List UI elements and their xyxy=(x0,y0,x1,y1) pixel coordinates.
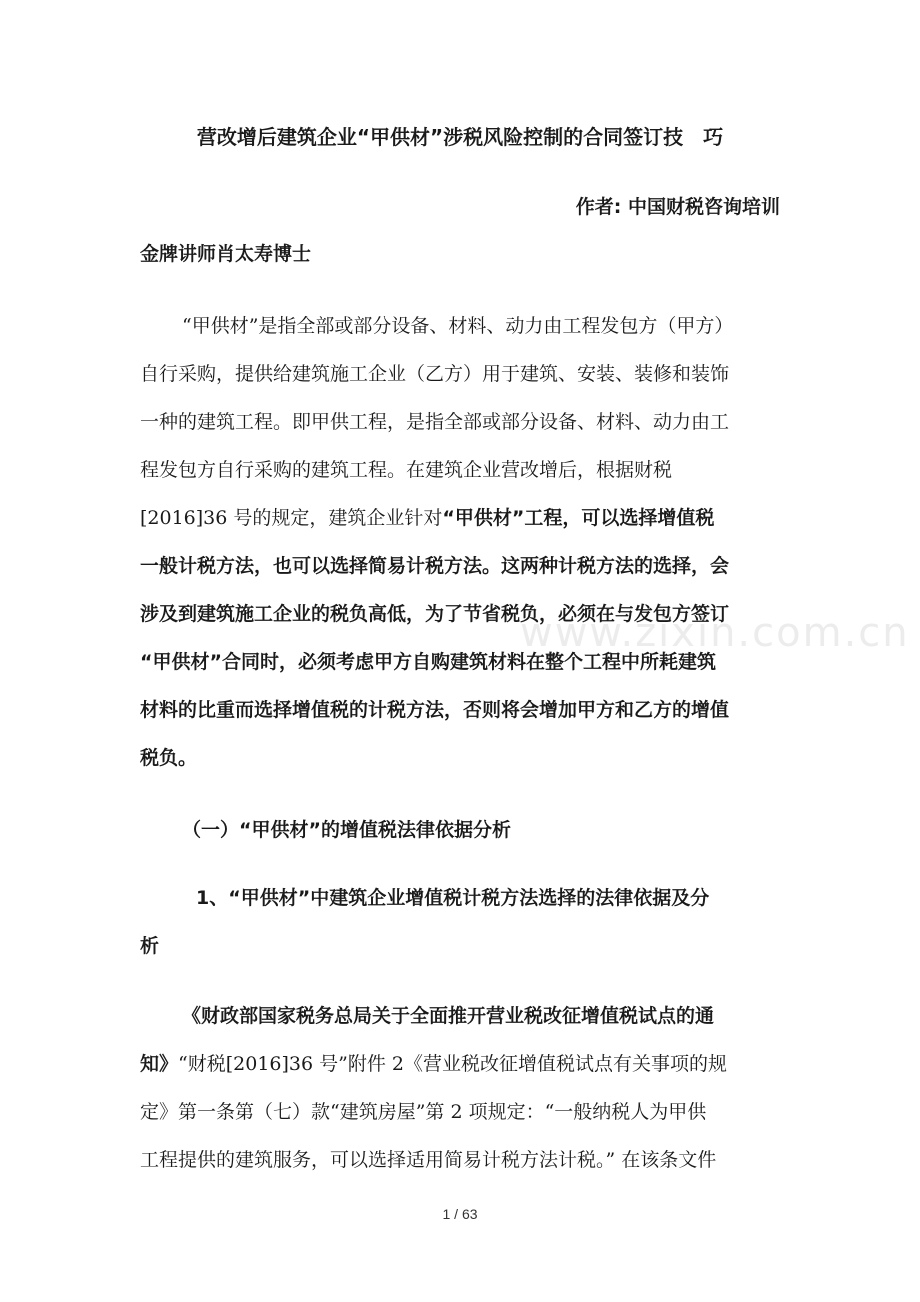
section-heading-1: （一）“甲供材”的增值税法律依据分析 xyxy=(182,819,511,841)
paragraph1-line6: 一般计税方法，也可以选择简易计税方法。这两种计税方法的选择，会 xyxy=(140,555,730,577)
paragraph1-line3: 一种的建筑工程。即甲供工程，是指全部或部分设备、材料、动力由工 xyxy=(140,411,730,433)
paragraph1-line2: 自行采购，提供给建筑施工企业（乙方）用于建筑、安装、装修和装饰 xyxy=(140,363,730,385)
paragraph2-line4: 工程提供的建筑服务，可以选择适用简易计税方法计税。” 在该条文件 xyxy=(140,1149,717,1171)
page-number xyxy=(0,1206,920,1222)
watermark: www.zixin.com.cn xyxy=(520,610,910,656)
page-total: 63 xyxy=(461,1206,478,1222)
subsection-heading-line2: 析 xyxy=(140,935,160,957)
page-separator: / xyxy=(454,1206,459,1222)
paragraph1-line10: 税负。 xyxy=(140,747,198,769)
paragraph2-line3: 定》第一条第（七）款“建筑房屋”第 2 项规定：“一般纳税人为甲供 xyxy=(140,1101,707,1123)
paragraph1-line4: 程发包方自行采购的建筑工程。在建筑企业营改增后，根据财税 xyxy=(140,459,673,481)
page-current: 1 xyxy=(442,1206,451,1222)
author-line-1: 作者: 中国财税咨询培训 xyxy=(575,196,780,218)
paragraph2-line2-plain: “财税[2016]36 号”附件 2《营业税改征增值税试点有关事项的规 xyxy=(178,1053,727,1075)
paragraph1-line8: “甲供材”合同时，必须考虑甲方自购建筑材料在整个工程中所耗建筑 xyxy=(140,651,716,673)
paragraph1-line9: 材料的比重而选择增值税的计税方法，否则将会增加甲方和乙方的增值 xyxy=(140,699,730,721)
paragraph1-line5 xyxy=(140,506,780,530)
paragraph1-line7: 涉及到建筑施工企业的税负高低，为了节省税负，必须在与发包方签订 xyxy=(140,603,730,625)
paragraph1-line1: “甲供材”是指全部或部分设备、材料、动力由工程发包方（甲方） xyxy=(182,315,734,337)
document-title: 营改增后建筑企业“甲供材”涉税风险控制的合同签订技 巧 xyxy=(196,125,724,149)
paragraph1-line5-plain: [2016]36 号的规定，建筑企业针对 xyxy=(140,507,443,529)
paragraph1-line5-bold: “甲供材”工程，可以选择增值税 xyxy=(442,507,715,529)
paragraph2-line2 xyxy=(140,1052,780,1076)
paragraph2-line2-bold: 知》 xyxy=(140,1053,179,1075)
paragraph2-line1: 《财政部国家税务总局关于全面推开营业税改征增值税试点的通 xyxy=(182,1005,715,1027)
author-line-2: 金牌讲师肖太寿博士 xyxy=(140,243,312,265)
subsection-heading-line1: 1、“甲供材”中建筑企业增值税计税方法选择的法律依据及分 xyxy=(196,887,710,909)
